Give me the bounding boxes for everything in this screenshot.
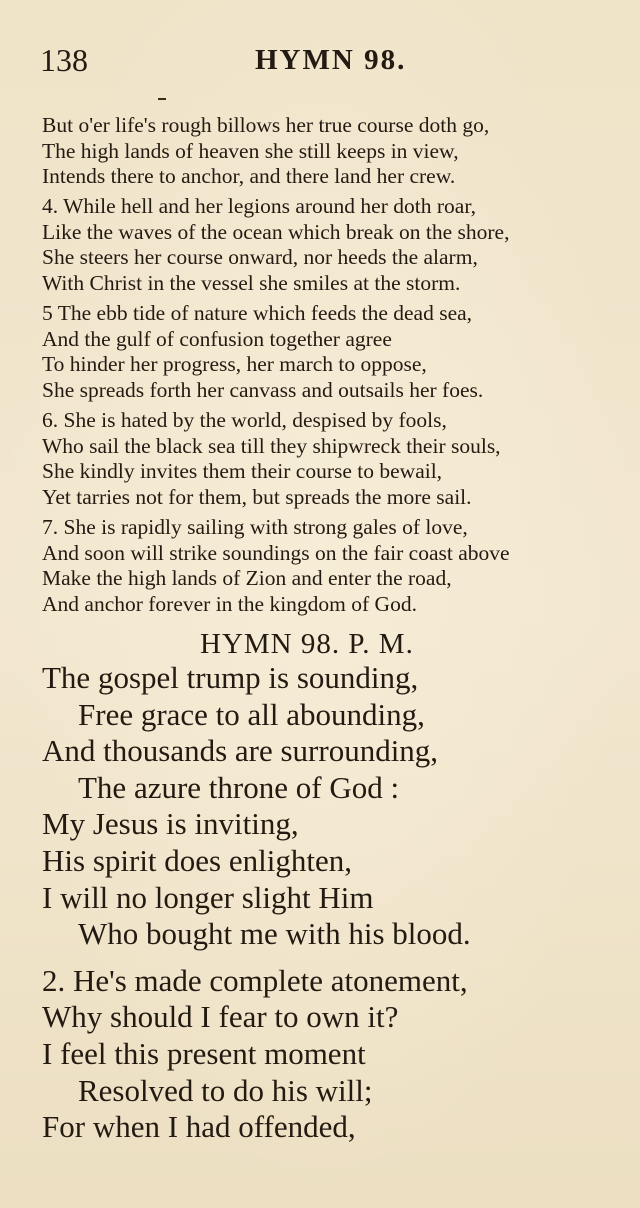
verse-line: 6. She is hated by the world, despised by fools, [42, 408, 447, 433]
stanza-continued [42, 113, 632, 190]
verse-line: Make the high lands of Zion and enter the road, [42, 566, 452, 591]
verse-line: The gospel trump is sounding, [42, 660, 419, 695]
page-header [40, 40, 620, 80]
verse-line: 2. He's made complete atonement, [42, 962, 468, 998]
verse-line: I feel this present moment [42, 1035, 366, 1071]
verse-line: And anchor forever in the kingdom of God. [42, 591, 417, 616]
hymn-title: HYMN 98. P. M. [200, 628, 414, 660]
verse-line: The azure throne of God : [78, 769, 400, 805]
verse-line: Who bought me with his blood. [78, 916, 471, 952]
stanza-6 [42, 408, 632, 510]
stanza-5 [42, 301, 632, 403]
verse-line: Who sail the black sea till they shipwreck their souls, [42, 433, 501, 458]
verse-line: With Christ in the vessel she smiles at the storm. [42, 271, 461, 296]
verse-line: 5 The ebb tide of nature which feeds the dead sea, [42, 301, 473, 326]
verse-line: To hinder her progress, her march to oppose, [42, 352, 427, 377]
verse-line: Like the waves of the ocean which break on the shore, [42, 219, 510, 244]
verse-line: His spirit does enlighten, [42, 842, 352, 878]
verse-line: 7. She is rapidly sailing with strong gales of love, [42, 514, 468, 539]
page-number: 138 [40, 42, 88, 78]
verse-line: And soon will strike soundings on the fair coast above [42, 540, 510, 565]
verse-line: She steers her course onward, nor heeds the alarm, [42, 245, 478, 270]
verse-line: Why should I fear to own it? [42, 999, 399, 1035]
verse-line: Intends there to anchor, and there land her crew. [42, 164, 456, 189]
verse-line: 4. While hell and her legions around her doth roar, [42, 194, 476, 219]
stanza-4 [42, 194, 632, 296]
running-head: HYMN 98. [255, 44, 407, 76]
stanza-2 [42, 963, 632, 1146]
stanza-7 [42, 515, 632, 617]
stanza-spacer [42, 953, 632, 963]
verse-line: But o'er life's rough billows her true course doth go, [42, 113, 490, 137]
hymn-98-verses [42, 660, 632, 1146]
verse-line: She kindly invites them their course to bewail, [42, 459, 443, 484]
verse-line: She spreads forth her canvass and outsails her foes. [42, 377, 484, 402]
verse-line: And thousands are surrounding, [42, 733, 439, 769]
verse-line: Free grace to all abounding, [78, 696, 425, 732]
verse-line: Resolved to do his will; [78, 1072, 373, 1108]
verse-line: Yet tarries not for them, but spreads the more sail. [42, 484, 472, 509]
verse-line: My Jesus is inviting, [42, 806, 299, 842]
verse-line: For when I had offended, [42, 1109, 356, 1145]
stanza-1 [42, 660, 632, 953]
verse-line: And the gulf of confusion together agree [42, 326, 392, 351]
verse-line: I will no longer slight Him [42, 879, 374, 915]
ink-mark [158, 98, 166, 100]
verse-line: The high lands of heaven she still keeps in view, [42, 138, 459, 163]
continued-hymn-verses [42, 113, 632, 622]
